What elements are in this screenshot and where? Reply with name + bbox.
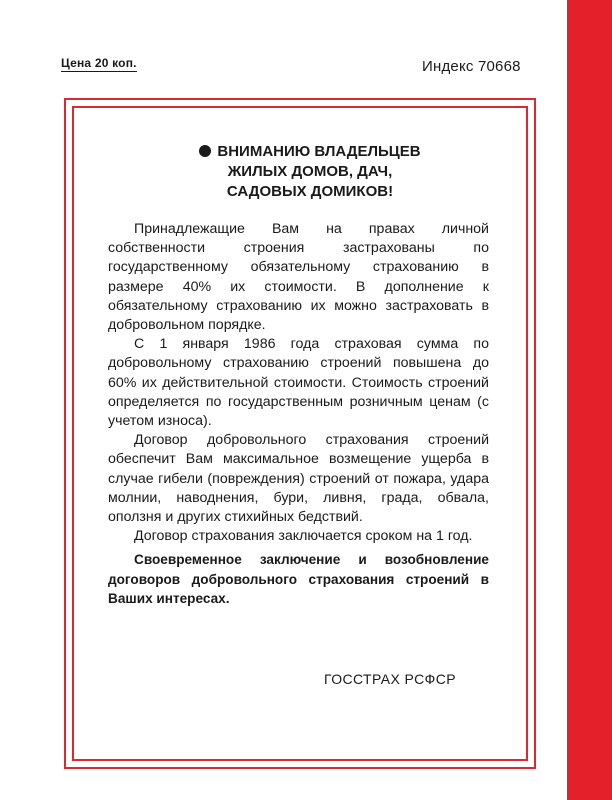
bullet-icon	[199, 145, 211, 157]
paragraph-2: С 1 января 1986 года страховая сумма по добровольному страхованию строений повышена до 60% их действительной стоимости. Стоимость строений определяется по государственным розничным ценам (с учетом износа).	[108, 336, 489, 430]
paragraph-4: Договор страхования заключается сроком на 1 год.	[134, 528, 473, 545]
red-side-strip	[567, 0, 612, 800]
notice-heading	[160, 142, 460, 202]
paragraph-3: Договор добровольного страхования строений обеспечит Вам максимальное возмещение ущерба в случае гибели (повреждения) строений от пожара, удара молнии, наводнения, бури, ливня, града, обвала, оползня и других стихийных бедствий.	[108, 432, 489, 526]
heading-line-1: ВНИМАНИЮ ВЛАДЕЛЬЦЕВ	[217, 143, 421, 160]
price-label: Цена 20 коп.	[61, 56, 137, 70]
notice-body	[108, 220, 489, 608]
heading-line-2: ЖИЛЫХ ДОМОВ, ДАЧ,	[227, 163, 393, 180]
closing-paragraph: Своевременное заключение и возобновление договоров добровольного страхования строений в Ваших интересах.	[108, 552, 489, 606]
index-label: Индекс 70668	[422, 58, 521, 75]
paragraph-1: Принадлежащие Вам на правах личной собственности строения застрахованы по государственному обязательному страхованию в размере 40% их стоимости. В дополнение к обязательному страхованию их можно застраховать в добровольном порядке.	[108, 221, 489, 334]
signature: ГОССТРАХ РСФСР	[324, 671, 456, 687]
heading-line-3: САДОВЫХ ДОМИКОВ!	[226, 183, 394, 200]
